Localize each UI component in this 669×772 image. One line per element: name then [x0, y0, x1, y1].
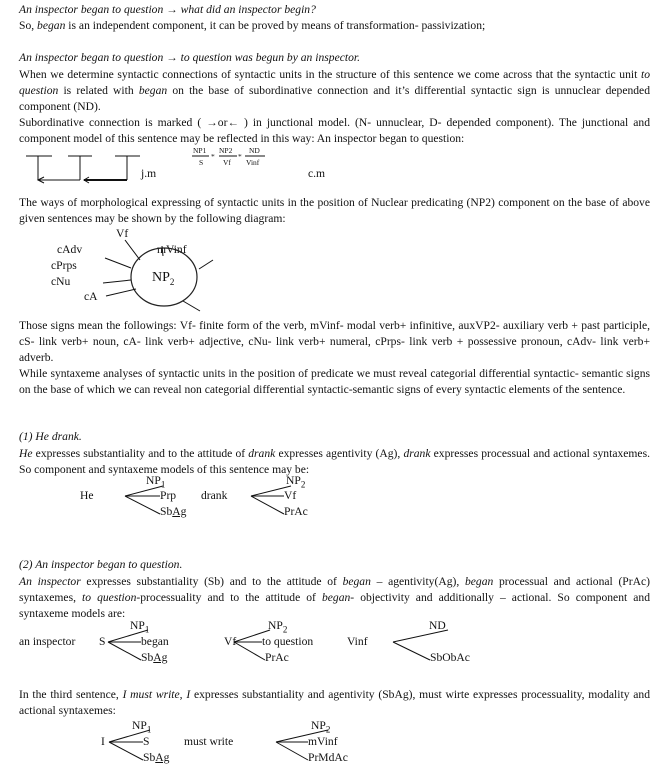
example-1-paragraph: He expresses substantiality and to the attitude of drank expresses agentivity (Ag), drank expresses processual and actional syntaxemes. So component and syntaxeme models of this sentence may be: [19, 447, 650, 476]
component-model-label: c.m [308, 167, 326, 180]
formula-star-2: * [238, 152, 242, 161]
ex2-model-to-question: to question [262, 635, 314, 648]
ex2-model-sbobac: SbObAc [430, 651, 470, 664]
diagram-cprps: cPrps [51, 259, 77, 272]
ex1-model-prac: PrAc [284, 505, 308, 518]
paragraph-syntaxeme-analyses: While syntaxeme analyses of syntactic units in the position of predicate we must reveal categorial differential syntactic- semantic signs on the base of which we can reveal non categorial differential syntactic-semantic signs of every syntactic elements of the sentence. [19, 367, 650, 396]
diagram-vf: Vf [116, 227, 129, 240]
example-question-line: An inspector began to question → what did an inspector begin? [19, 3, 316, 16]
paragraph-morphological-expressing: The ways of morphological expressing of syntactic units in the position of Nuclear predicating (NP2) component on the base of above given sentences may be shown by the following diagram: [19, 196, 650, 225]
ex1-model-drank: drank [201, 489, 228, 502]
ex3-forks [109, 730, 328, 760]
junctional-model-brackets [26, 156, 140, 183]
ex3-model-must-write: must write [184, 735, 234, 748]
diagram-cnu: cNu [51, 275, 71, 288]
paragraph-syntactic-connections: When we determine syntactic connections of syntactic units in the structure of this sentence we come across that the syntactic unit to question is related with began on the base of subordinative connection and it’s differential syntactic sign is unnuclear depended component (ND). [19, 68, 650, 113]
np2-diagram [103, 240, 213, 311]
ex2-model-prac: PrAc [265, 651, 289, 664]
ex2-model-began: began [141, 635, 169, 648]
ex1-model-prp: Prp [160, 489, 177, 502]
ex3-model-prmdac: PrMdAc [308, 751, 348, 764]
ex3-model-sbag: SbAg [143, 751, 170, 764]
ex1-model-he: He [80, 489, 94, 502]
passivization-note: So, began is an independent component, it can be proved by means of transformation- passivization; [19, 19, 486, 32]
example-2-paragraph: An inspector expresses substantiality (Sb) and to the attitude of began – agentivity(Ag), began processual and actional (PrAc) syntaxemes, to question-processuality and to the attitude of began- objectivity and additionally – actional. So component and syntaxeme models are: [19, 575, 650, 620]
ex2-model-vinf: Vinf [347, 635, 368, 648]
ex2-model-vf: Vf [224, 635, 237, 648]
formula-star-1: * [211, 152, 215, 161]
paragraph-subordinative-connection: Subordinative connection is marked ( →or← ) in junctional model. (N- unnuclear, D- depended component). The junctional and component model of this sentence may be reflected in this way: An inspector began to question: [19, 116, 650, 145]
formula-s: S [199, 158, 204, 167]
diagram-cadv: cAdv [57, 243, 83, 256]
ex3-model-s: S [143, 735, 150, 748]
diagram-np2: $NP_2$ [152, 270, 175, 287]
diagram-ca: cA [84, 290, 98, 303]
ex1-model-np2: $NP_2$ [286, 474, 306, 490]
ex2-model-np2: $NP_2$ [268, 619, 288, 635]
diagram-mvinf: mVinf [157, 243, 187, 256]
formula-np2: NP2 [219, 146, 233, 155]
ex2-model-an-inspector: an inspector [19, 635, 76, 648]
ex3-model-mvinf: mVinf [308, 735, 338, 748]
ex1-model-sbag: SbAg [160, 505, 187, 518]
example-1-title: (1) He drank. [19, 430, 82, 443]
ex3-model-np2: $NP_2$ [311, 719, 331, 735]
ex2-model-np1: $NP_1$ [130, 619, 150, 635]
ex1-model-vf: Vf [284, 489, 297, 502]
junctional-model-label: j.m [141, 167, 157, 180]
formula-vinf: Vinf [246, 158, 260, 167]
formula-nd: ND [249, 146, 260, 155]
ex1-model-np1: $NP_1$ [146, 474, 166, 490]
ex2-model-sbag: SbAg [141, 651, 168, 664]
ex2-forks [108, 630, 448, 660]
example-2-title: (2) An inspector began to question. [19, 558, 183, 571]
example-3-paragraph: In the third sentence, I must write, I expresses substantiality and agentivity (SbAg), must wirte expresses processuality, modality and actional syntaxemes: [19, 688, 650, 717]
formula-np1: NP1 [193, 146, 207, 155]
ex2-model-s: S [99, 635, 106, 648]
ex2-model-nd: ND [429, 619, 446, 632]
ex3-model-np1: $NP_1$ [132, 719, 152, 735]
ex3-model-i: I [101, 735, 105, 748]
paragraph-signs-legend: Those signs mean the followings: Vf- finite form of the verb, mVinf- modal verb+ infinitive, auxVP2- auxiliary verb + past participle, cS- link verb+ noun, cA- link verb+ adjective, cNu- link verb+ numeral, cPrps- link verb + possessive pronoun, cAdv- link verb+ adverb. [19, 319, 650, 364]
ex1-forks [125, 486, 291, 514]
formula-vf: Vf [223, 158, 231, 167]
example-passive-line: An inspector began to question → to question was begun by an inspector. [19, 51, 361, 64]
